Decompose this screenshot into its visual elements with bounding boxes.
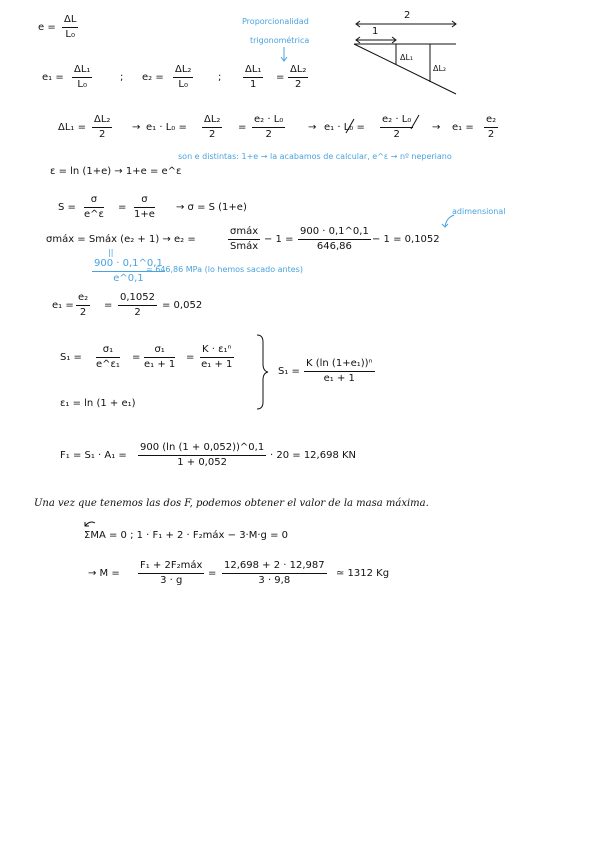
f1-lhs: F₁ = S₁ · A₁ = (60, 450, 127, 461)
proportion-right-numerator: ΔL₂ (288, 64, 308, 78)
diagram-top-length: 2 (404, 10, 411, 21)
true-strain-equation: ε = ln (1+e) → 1+e = e^ε (50, 166, 182, 177)
e1-value-fraction-2 (118, 292, 157, 319)
s1-result-numerator: K (ln (1+e₁))ⁿ (304, 358, 375, 372)
moment-arrow-icon (84, 519, 96, 527)
sigma-max-f2-numerator: 900 · 0,1^0,1 (298, 226, 371, 240)
system-brace (256, 334, 270, 410)
e1-value-result: = 0,052 (162, 300, 203, 311)
blue-smax-denominator: e^0,1 (113, 273, 144, 284)
row3-f1-numerator: ΔL₂ (92, 114, 112, 128)
true-stress-fraction-1 (84, 194, 104, 221)
true-stress-f2-denominator: 1+e (134, 209, 155, 220)
s1-f2-denominator: e₁ + 1 (144, 359, 176, 370)
strain-definition-denominator: L₀ (65, 29, 75, 40)
moment-equation: ΣMA = 0 ; 1 · F₁ + 2 · F₂máx − 3·M·g = 0 (84, 530, 288, 541)
mass-fraction-2 (222, 560, 327, 587)
e1-denominator: L₀ (77, 79, 87, 90)
sigma-max-fraction-2 (298, 226, 371, 253)
e2-denominator: L₀ (178, 79, 188, 90)
true-stress-rest: → σ = S (1+e) (176, 202, 247, 213)
diagram-delta-l2: ΔL₂ (433, 64, 447, 73)
e2-fraction (173, 64, 193, 91)
row3-fraction-1 (92, 114, 112, 141)
sigma-max-mid: − 1 = (264, 234, 294, 245)
e1-value-f2-numerator: 0,1052 (118, 292, 157, 306)
row3-f2-numerator: ΔL₂ (202, 114, 222, 128)
equivalence-mark: || (108, 248, 114, 257)
cancel-l0-strike (345, 118, 355, 134)
row3-mid-1: e₁ · L₀ = (146, 122, 187, 133)
proportion-equals: = (276, 72, 285, 83)
e1-lhs: e₁ = (42, 72, 64, 83)
blue-smax-numerator: 900 · 0,1^0,1 (92, 258, 165, 272)
row3-f5-numerator: e₂ (484, 114, 498, 128)
sigma-max-result: − 1 = 0,1052 (372, 234, 440, 245)
row3-arrow-1: → (132, 122, 141, 133)
s1-fraction-1 (96, 344, 120, 371)
e1-value-lhs: e₁ = (52, 300, 74, 311)
true-stress-f1-denominator: e^ε (84, 209, 104, 220)
e1-value-fraction-1 (76, 292, 90, 319)
cancel-l0-strike-2 (410, 114, 420, 130)
f1-result: · 20 = 12,698 KN (270, 450, 357, 461)
row3-f3-numerator: e₂ · L₀ (252, 114, 285, 128)
e1-value-f1-numerator: e₂ (76, 292, 90, 306)
separator-1: ; (120, 72, 124, 83)
mass-f2-numerator: 12,698 + 2 · 12,987 (222, 560, 327, 574)
row3-f3-denominator: 2 (265, 129, 272, 140)
mass-f2-denominator: 3 · 9,8 (258, 575, 291, 586)
s1-lhs: S₁ = (60, 352, 82, 363)
adimensional-note: adimensional (452, 207, 506, 216)
proportion-left-fraction (243, 64, 263, 91)
strain-definition-numerator: ΔL (62, 14, 78, 28)
f1-fraction (138, 442, 266, 469)
e1-numerator: ΔL₁ (72, 64, 92, 78)
adimensional-arrow (440, 214, 456, 230)
row3-equals: = (238, 122, 247, 133)
e1-fraction (72, 64, 92, 91)
row3-fraction-5 (484, 114, 498, 141)
true-stress-f1-numerator: σ (84, 194, 104, 208)
delta-l1-lhs: ΔL₁ = (58, 122, 86, 133)
diagram-delta-l1: ΔL₁ (400, 53, 414, 62)
e1-value-f1-denominator: 2 (79, 307, 87, 318)
max-mass-statement: Una vez que tenemos las dos F, podemos obtener el valor de la masa máxima. (34, 498, 429, 509)
row3-fraction-3 (252, 114, 285, 141)
separator-2: ; (218, 72, 222, 83)
mass-f1-numerator: F₁ + 2F₂máx (138, 560, 204, 574)
row3-mid-3: e₁ = (452, 122, 474, 133)
sigma-max-lhs: σmáx = Smáx (e₂ + 1) → e₂ = (46, 234, 196, 245)
row3-f4-numerator: e₂ · L₀ (380, 114, 413, 128)
proportion-right-fraction (288, 64, 308, 91)
neperian-note: son e distintas: 1+e → la acabamos de calcular, e^ε → nº neperiano (178, 152, 452, 161)
epsilon1-equation: ε₁ = ln (1 + e₁) (60, 398, 136, 409)
s1-result-fraction (304, 358, 375, 385)
strain-definition-fraction (62, 14, 78, 41)
e2-lhs: e₂ = (142, 72, 164, 83)
s1-result-lhs: S₁ = (278, 366, 300, 377)
f1-denominator: 1 + 0,052 (177, 457, 227, 468)
true-stress-equals: = (118, 202, 127, 213)
row3-arrow-2: → (308, 122, 317, 133)
e2-numerator: ΔL₂ (173, 64, 193, 78)
mass-f1-denominator: 3 · g (160, 575, 183, 586)
strain-definition-lhs: e = (38, 22, 56, 33)
diagram-inner-length: 1 (372, 26, 379, 37)
s1-result-denominator: e₁ + 1 (323, 373, 355, 384)
s1-f3-numerator: K · ε₁ⁿ (200, 344, 234, 358)
sigma-max-f1-denominator: Smáx (229, 241, 259, 252)
s1-equals-2: = (186, 352, 195, 363)
s1-equals-1: = (132, 352, 141, 363)
f1-numerator: 900 (ln (1 + 0,052))^0,1 (138, 442, 266, 456)
sigma-max-fraction-1 (228, 226, 260, 253)
row3-arrow-3: → (432, 122, 441, 133)
proportion-right-denominator: 2 (295, 79, 302, 90)
sigma-max-f2-denominator: 646,86 (316, 241, 352, 252)
e1-value-equals: = (104, 300, 113, 311)
true-stress-f2-numerator: σ (134, 194, 155, 208)
s1-fraction-2 (144, 344, 175, 371)
mass-fraction-1 (138, 560, 204, 587)
e1-value-f2-denominator: 2 (134, 307, 141, 318)
row3-f4-denominator: 2 (393, 129, 400, 140)
blue-smax-result: = 646,86 MPa (lo hemos sacado antes) (146, 265, 303, 274)
row3-mid-2: e₁ · L₀ = (324, 122, 365, 133)
mass-result: ≃ 1312 Kg (336, 568, 390, 579)
row3-fraction-2 (202, 114, 222, 141)
note-arrow (280, 47, 290, 65)
mass-equals: = (208, 568, 217, 579)
s1-f1-numerator: σ₁ (96, 344, 120, 358)
proportionality-note-line2: trigonométrica (250, 36, 310, 45)
row3-f1-denominator: 2 (99, 129, 106, 140)
proportion-left-denominator: 1 (250, 79, 257, 90)
row3-f2-denominator: 2 (209, 129, 216, 140)
sigma-max-f1-numerator: σmáx (228, 226, 260, 240)
mass-lhs: → M = (88, 568, 120, 579)
s1-fraction-3 (200, 344, 234, 371)
s1-f1-denominator: e^ε₁ (96, 359, 120, 370)
true-stress-fraction-2 (134, 194, 155, 221)
proportion-left-numerator: ΔL₁ (243, 64, 263, 78)
s1-f2-numerator: σ₁ (144, 344, 175, 358)
s1-f3-denominator: e₁ + 1 (201, 359, 233, 370)
row3-fraction-4 (380, 114, 413, 141)
proportionality-note-line1: Proporcionalidad (242, 17, 309, 26)
true-stress-lhs: S = (58, 202, 76, 213)
row3-f5-denominator: 2 (487, 129, 495, 140)
